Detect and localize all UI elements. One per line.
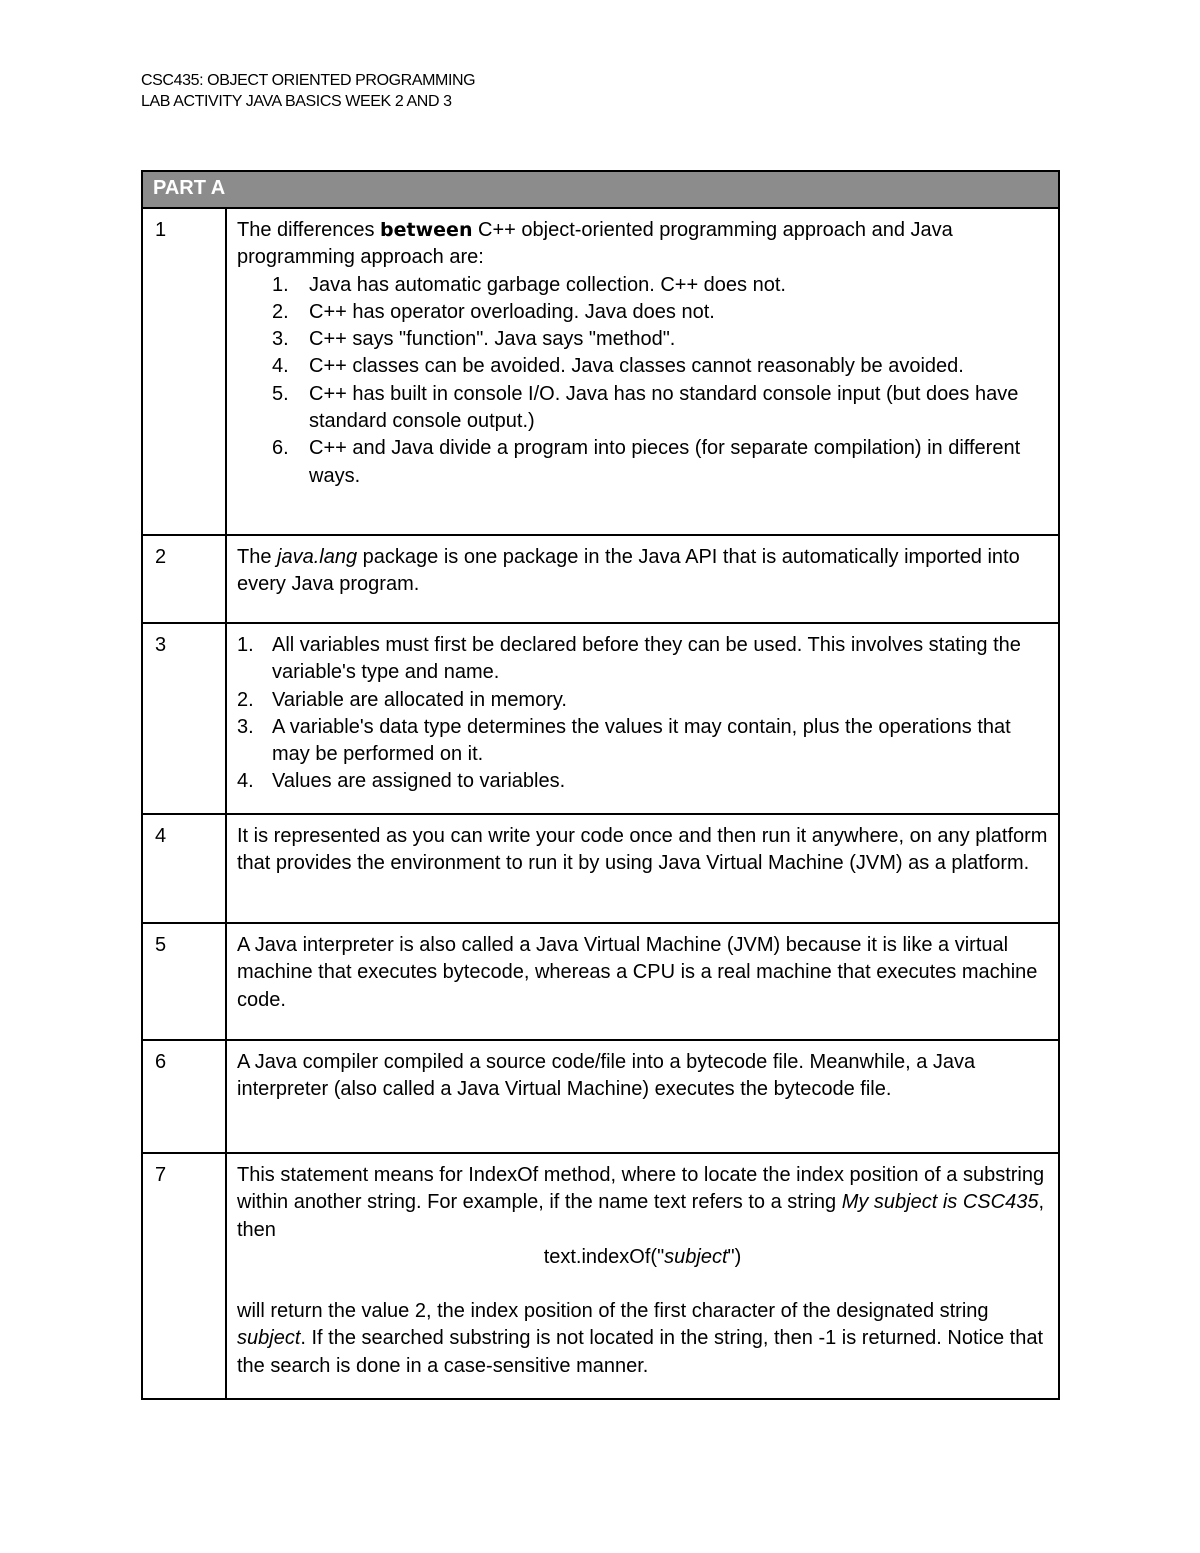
variables-list [237, 632, 1048, 796]
answer-cell: A Java compiler compiled a source code/file into a bytecode file. Meanwhile, a Java interpreter (also called a Java Virtual Machine) executes the bytecode file. [226, 1040, 1059, 1153]
list-item: 2. Variable are allocated in memory. [237, 688, 567, 711]
answer-cell: The java.lang package is one package in the Java API that is automatically imported into every Java program. [226, 535, 1059, 623]
answer-paragraph: will return the value 2, the index position of the first character of the designated string subject. If the searched substring is not located in the string, then -1 is returned. Notice that the search is done in a case-sensitive manner. [237, 1300, 1044, 1377]
question-number: 4 [142, 814, 226, 923]
question-number: 5 [142, 923, 226, 1040]
list-item: 4. Values are assigned to variables. [237, 770, 566, 793]
answer-cell: A Java interpreter is also called a Java Virtual Machine (JVM) because it is like a virtual machine that executes bytecode, whereas a CPU is a real machine that executes machine code. [226, 923, 1059, 1040]
list-item: 5. C++ has built in console I/O. Java has no standard console input (but does have standard console output.) [272, 382, 1019, 433]
question-number: 3 [142, 623, 226, 814]
answer-cell [226, 1153, 1059, 1399]
italic-term: java.lang [277, 546, 358, 568]
question-number: 7 [142, 1153, 226, 1399]
table-row [142, 923, 1059, 1040]
italic-example: My subject is CSC435 [841, 1191, 1039, 1214]
italic-term: subject [237, 1327, 301, 1350]
list-item: 1. Java has automatic garbage collection. C++ does not. [272, 273, 786, 296]
part-heading: PART A [142, 171, 1059, 208]
differences-list [237, 272, 1048, 490]
list-item: 2. C++ has operator overloading. Java does not. [272, 300, 715, 323]
list-item: 4. C++ classes can be avoided. Java classes cannot reasonably be avoided. [272, 355, 964, 378]
question-number: 1 [142, 208, 226, 535]
document-header [141, 70, 475, 112]
table-row [142, 535, 1059, 623]
list-item: 6. C++ and Java divide a program into pieces (for separate compilation) in different ways. [272, 437, 1021, 487]
spacer [237, 1271, 1048, 1298]
list-item: 3. C++ says "function". Java says "method". [272, 328, 676, 351]
bold-word: between [380, 219, 473, 241]
table-row [142, 1153, 1059, 1399]
answer-cell: It is represented as you can write your code once and then run it anywhere, on any platform that provides the environment to run it by using Java Virtual Machine (JVM) as a platform. [226, 814, 1059, 923]
question-number: 2 [142, 535, 226, 623]
answer-intro: The differences between C++ object-oriented programming approach and Java programming approach are: [237, 219, 953, 269]
list-item: 3. A variable's data type determines the values it may contain, plus the operations that may be performed on it. [237, 715, 1011, 766]
lab-title: LAB ACTIVITY JAVA BASICS WEEK 2 AND 3 [141, 93, 452, 110]
table-row [142, 208, 1059, 535]
table-row [142, 623, 1059, 814]
code-example: text.indexOf("subject") [543, 1245, 742, 1268]
answer-paragraph: This statement means for IndexOf method, where to locate the index position of a substring within another string. For example, if the name text refers to a string My subject is CSC435, then [237, 1164, 1045, 1241]
table-row [142, 814, 1059, 923]
table-row [142, 1040, 1059, 1153]
list-item: 1. All variables must first be declared before they can be used. This involves stating the variable's type and name. [237, 634, 1021, 684]
course-title: CSC435: OBJECT ORIENTED PROGRAMMING [141, 72, 476, 89]
answers-table [141, 170, 1060, 1400]
answer-cell [226, 208, 1059, 535]
table-header-row [142, 171, 1059, 208]
question-number: 6 [142, 1040, 226, 1153]
answer-cell [226, 623, 1059, 814]
